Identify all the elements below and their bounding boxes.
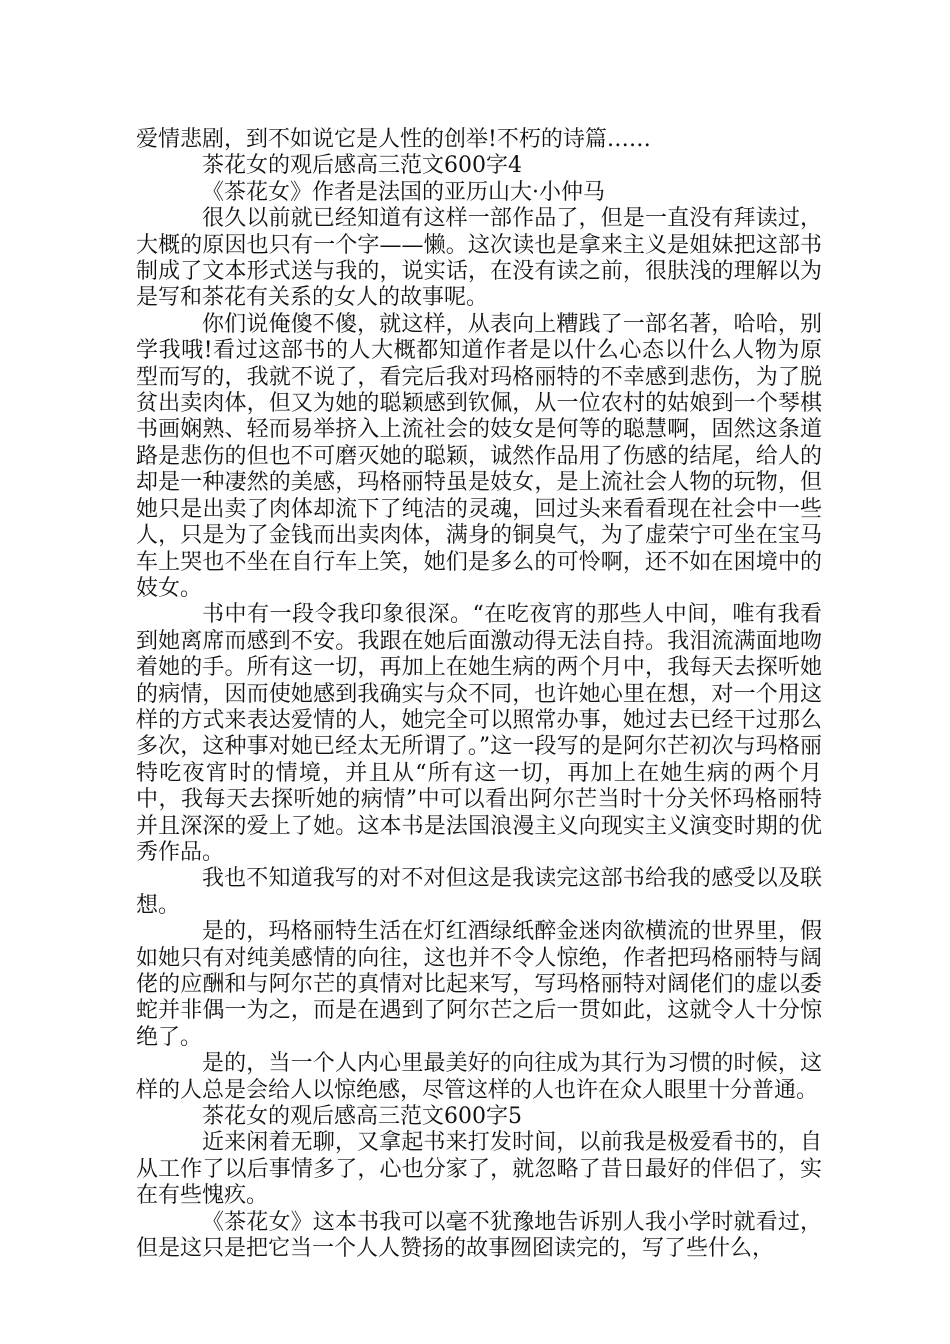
paragraph: 书中有一段令我印象很深。“在吃夜宵的那些人中间，唯有我看到她离席而感到不安。我跟在她后面激动得无法自持。我泪流满面地吻着她的手。所有这一切，再加上在她生病的两个月中，我每天去探听她的病情，因而使她感到我确实与众不同，也许她心里在想，对一个用这样的方式来表达爱情的人，她完全可以照常办事，她过去已经干过那么多次，这种事对她已经太无所谓了。”这一段写的是阿尔芒初次与玛格丽特吃夜宵时的情境，并且从“所有这一切，再加上在她生病的两个月中，我每天去探听她的病情”中可以看出阿尔芒当时十分关怀玛格丽特并且深深的爱上了她。这本书是法国浪漫主义向现实主义演变时期的优秀作品。 [136, 602, 822, 865]
paragraph-continuation: 爱情悲剧，到不如说它是人性的创举!不朽的诗篇…… [136, 127, 651, 152]
author-line: 《茶花女》作者是法国的亚历山大·小仲马 [202, 179, 605, 205]
paragraph: 很久以前就已经知道有这样一部作品了，但是一直没有拜读过，大概的原因也只有一个字——懒。这次读也是拿来主义是姐妹把这部书制成了文本形式送与我的，说实话，在没有读之前，很肤浅的理解以为是写和茶花有关系的女人的故事呢。 [136, 206, 822, 311]
paragraph: 你们说俺傻不傻，就这样，从表向上糟践了一部名著，哈哈，别学我哦!看过这部书的人大概都知道作者是以什么心态以什么人物为原型而写的，我就不说了，看完后我对玛格丽特的不幸感到悲伤，为了脱贫出卖肉体，但又为她的聪颖感到钦佩，从一位农村的姑娘到一个琴棋书画娴熟、轻而易举挤入上流社会的妓女是何等的聪慧啊，固然这条道路是悲伤的但也不可磨灭她的聪颖，诚然作品用了伤感的结尾，给人的却是一种凄然的美感，玛格丽特虽是妓女，是上流社会人物的玩物，但她只是出卖了肉体却流下了纯洁的灵魂，回过头来看看现在社会中一些人，只是为了金钱而出卖肉体，满身的铜臭气，为了虚荣宁可坐在宝马车上哭也不坐在自行车上笑，她们是多么的可怜啊，还不如在困境中的妓女。 [136, 311, 822, 601]
section-heading-4: 茶花女的观后感高三范文600字4 [202, 153, 522, 179]
paragraph: 是的，玛格丽特生活在灯红酒绿纸醉金迷肉欲横流的世界里，假如她只有对纯美感情的向往，这也并不令人惊绝，作者把玛格丽特与阔佬的应酬和与阿尔芒的真情对比起来写，写玛格丽特对阔佬们的虚以委蛇并非偶一为之，而是在遇到了阿尔芒之后一贯如此，这就令人十分惊绝了。 [136, 919, 822, 1050]
section-heading-5: 茶花女的观后感高三范文600字5 [202, 1104, 522, 1130]
paragraph: 《茶花女》这本书我可以毫不犹豫地告诉别人我小学时就看过，但是这只是把它当一个人人赞扬的故事囫囵读完的，写了些什么， [136, 1209, 822, 1262]
paragraph: 我也不知道我写的对不对但这是我读完这部书给我的感受以及联想。 [136, 866, 822, 918]
document-body [136, 127, 822, 1262]
paragraph: 近来闲着无聊，又拿起书来打发时间，以前我是极爱看书的，自从工作了以后事情多了，心也分家了，就忽略了昔日最好的伴侣了，实在有些愧疚。 [136, 1130, 822, 1209]
paragraph: 是的，当一个人内心里最美好的向往成为其行为习惯的时候，这样的人总是会给人以惊绝感，尽管这样的人也许在众人眼里十分普通。 [136, 1051, 822, 1103]
